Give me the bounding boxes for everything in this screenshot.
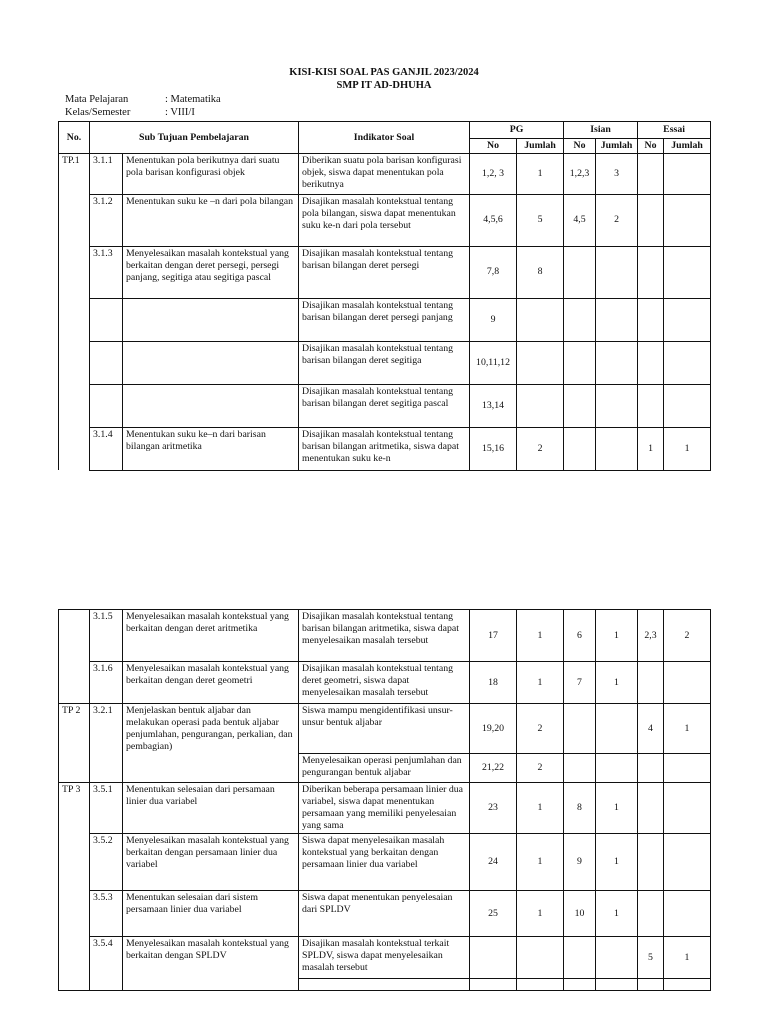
header-pg-jumlah: Jumlah [517, 139, 564, 154]
tp-cell [59, 246, 90, 298]
tp-cell: TP 2 [59, 704, 90, 754]
table-row [59, 754, 711, 783]
code-cell: 3.1.4 [90, 427, 123, 470]
tp-cell [59, 384, 90, 427]
isian-jumlah-cell [596, 341, 638, 384]
table-row [59, 610, 711, 662]
isian-no-cell [564, 704, 596, 754]
essai-no-cell [638, 384, 664, 427]
isian-jumlah-cell: 3 [596, 153, 638, 194]
isian-no-cell [564, 427, 596, 470]
code-cell: 3.1.1 [90, 153, 123, 194]
sub-tujuan-cell: Menyelesaikan masalah kontekstual yang berkaitan dengan deret persegi, persegi panjang, segitiga atau segitiga pascal [123, 246, 299, 298]
pg-no-cell: 13,14 [470, 384, 517, 427]
isian-no-cell [564, 341, 596, 384]
pg-no-cell: 7,8 [470, 246, 517, 298]
essai-no-cell [638, 834, 664, 891]
essai-jumlah-cell: 1 [664, 937, 711, 979]
essai-jumlah-cell [664, 783, 711, 834]
sub-tujuan-cell: Menyelesaikan masalah kontekstual yang berkaitan dengan deret geometri [123, 662, 299, 704]
indikator-cell: Disajikan masalah kontekstual tentang pola bilangan, siswa dapat menentukan suku ke-n dari pola tersebut [299, 194, 470, 246]
tp-cell [59, 937, 90, 979]
pg-no-cell: 15,16 [470, 427, 517, 470]
code-cell [90, 341, 123, 384]
essai-no-cell: 2,3 [638, 610, 664, 662]
indikator-cell: Diberikan beberapa persamaan linier dua variabel, siswa dapat menentukan persamaan yang memiliki penyelesaian yang sama [299, 783, 470, 834]
indikator-cell: Disajikan masalah kontekstual terkait SPLDV, siswa dapat menyelesaikan masalah tersebut [299, 937, 470, 979]
indikator-cell [299, 979, 470, 991]
indikator-cell: Menyelesaikan operasi penjumlahan dan pengurangan bentuk aljabar [299, 754, 470, 783]
isian-no-cell [564, 754, 596, 783]
essai-no-cell [638, 153, 664, 194]
pg-no-cell: 25 [470, 891, 517, 937]
pg-jumlah-cell: 2 [517, 427, 564, 470]
pg-jumlah-cell: 1 [517, 662, 564, 704]
essai-no-cell [638, 783, 664, 834]
header-pg-no: No [470, 139, 517, 154]
tp-cell: TP.1 [59, 153, 90, 194]
pg-jumlah-cell [517, 384, 564, 427]
pg-jumlah-cell: 1 [517, 153, 564, 194]
pg-jumlah-cell [517, 298, 564, 341]
table-row [59, 194, 711, 246]
header-isian-no: No [564, 139, 596, 154]
sub-tujuan-cell: Menyelesaikan masalah kontekstual yang berkaitan dengan SPLDV [123, 937, 299, 979]
essai-no-cell [638, 891, 664, 937]
isian-no-cell: 8 [564, 783, 596, 834]
pg-jumlah-cell [517, 937, 564, 979]
essai-jumlah-cell: 1 [664, 704, 711, 754]
tp-cell [59, 891, 90, 937]
pg-jumlah-cell: 5 [517, 194, 564, 246]
table-row [59, 834, 711, 891]
tp-cell [59, 298, 90, 341]
sub-tujuan-cell: Menyelesaikan masalah kontekstual yang berkaitan dengan persamaan linier dua variabel [123, 834, 299, 891]
header-sub-tujuan: Sub Tujuan Pembelajaran [90, 122, 299, 154]
code-cell: 3.5.2 [90, 834, 123, 891]
subject-line [65, 94, 221, 105]
header-no: No. [59, 122, 90, 154]
isian-jumlah-cell [596, 427, 638, 470]
header-essai-no: No [638, 139, 664, 154]
tp-cell [59, 979, 90, 991]
isian-no-cell [564, 937, 596, 979]
pg-jumlah-cell: 8 [517, 246, 564, 298]
pg-jumlah-cell [517, 341, 564, 384]
isian-no-cell: 1,2,3 [564, 153, 596, 194]
isian-jumlah-cell [596, 937, 638, 979]
code-cell: 3.1.2 [90, 194, 123, 246]
indikator-cell: Disajikan masalah kontekstual tentang barisan bilangan deret persegi panjang [299, 298, 470, 341]
sub-tujuan-cell: Menentukan selesaian dari sistem persamaan linier dua variabel [123, 891, 299, 937]
pg-no-cell: 19,20 [470, 704, 517, 754]
table-row [59, 783, 711, 834]
essai-no-cell [638, 662, 664, 704]
isian-jumlah-cell [596, 384, 638, 427]
essai-jumlah-cell: 1 [664, 427, 711, 470]
essai-no-cell: 5 [638, 937, 664, 979]
essai-no-cell [638, 979, 664, 991]
sub-tujuan-cell [123, 341, 299, 384]
isian-no-cell: 7 [564, 662, 596, 704]
pg-jumlah-cell: 1 [517, 610, 564, 662]
essai-no-cell [638, 246, 664, 298]
pg-no-cell: 17 [470, 610, 517, 662]
document-title: KISI-KISI SOAL PAS GANJIL 2023/2024 [289, 67, 479, 78]
essai-no-cell [638, 298, 664, 341]
tp-cell [59, 194, 90, 246]
pg-no-cell: 4,5,6 [470, 194, 517, 246]
pg-no-cell: 21,22 [470, 754, 517, 783]
tp-cell [59, 341, 90, 384]
isian-no-cell: 9 [564, 834, 596, 891]
subject-value: : Matematika [165, 94, 221, 105]
isian-jumlah-cell: 1 [596, 662, 638, 704]
tp-cell [59, 754, 90, 783]
isian-jumlah-cell: 1 [596, 783, 638, 834]
essai-jumlah-cell [664, 384, 711, 427]
code-cell [90, 979, 123, 991]
isian-no-cell [564, 246, 596, 298]
code-cell: 3.2.1 [90, 704, 123, 754]
code-cell: 3.5.4 [90, 937, 123, 979]
essai-jumlah-cell [664, 298, 711, 341]
isian-jumlah-cell [596, 704, 638, 754]
pg-jumlah-cell: 1 [517, 783, 564, 834]
pg-no-cell: 1,2, 3 [470, 153, 517, 194]
isian-no-cell: 10 [564, 891, 596, 937]
pg-no-cell [470, 937, 517, 979]
isian-jumlah-cell: 1 [596, 891, 638, 937]
header-essai: Essai [638, 122, 711, 139]
code-cell [90, 754, 123, 783]
code-cell: 3.1.5 [90, 610, 123, 662]
table-row [59, 153, 711, 194]
table-row [59, 662, 711, 704]
table-row [59, 704, 711, 754]
table-row [59, 937, 711, 979]
essai-no-cell [638, 341, 664, 384]
sub-tujuan-cell: Menentukan suku ke–n dari barisan bilangan aritmetika [123, 427, 299, 470]
isian-jumlah-cell [596, 298, 638, 341]
header-pg: PG [470, 122, 564, 139]
tp-cell [59, 834, 90, 891]
header-indikator: Indikator Soal [299, 122, 470, 154]
pg-no-cell: 23 [470, 783, 517, 834]
isian-no-cell: 6 [564, 610, 596, 662]
class-line [65, 107, 195, 118]
table-row [59, 979, 711, 991]
code-cell: 3.1.6 [90, 662, 123, 704]
isian-jumlah-cell [596, 754, 638, 783]
isian-jumlah-cell [596, 979, 638, 991]
sub-tujuan-cell [123, 298, 299, 341]
essai-jumlah-cell: 2 [664, 610, 711, 662]
table-row [59, 246, 711, 298]
pg-jumlah-cell [517, 979, 564, 991]
code-cell: 3.5.3 [90, 891, 123, 937]
pg-no-cell: 9 [470, 298, 517, 341]
table-row [59, 298, 711, 341]
isian-jumlah-cell: 1 [596, 610, 638, 662]
isian-jumlah-cell: 1 [596, 834, 638, 891]
isian-no-cell: 4,5 [564, 194, 596, 246]
essai-jumlah-cell [664, 662, 711, 704]
sub-tujuan-cell [123, 754, 299, 783]
kisi-table-part-2 [58, 609, 711, 991]
pg-no-cell: 18 [470, 662, 517, 704]
code-cell: 3.1.3 [90, 246, 123, 298]
sub-tujuan-cell: Menentukan selesaian dari persamaan linier dua variabel [123, 783, 299, 834]
essai-jumlah-cell [664, 153, 711, 194]
sub-tujuan-cell: Menyelesaikan masalah kontekstual yang berkaitan dengan deret aritmetika [123, 610, 299, 662]
header-isian: Isian [564, 122, 638, 139]
subject-label: Mata Pelajaran [65, 94, 129, 105]
isian-jumlah-cell: 2 [596, 194, 638, 246]
indikator-cell: Disajikan masalah kontekstual tentang barisan bilangan deret persegi [299, 246, 470, 298]
tp-cell [59, 662, 90, 704]
header-essai-jumlah: Jumlah [664, 139, 711, 154]
table-row [59, 427, 711, 470]
essai-jumlah-cell [664, 194, 711, 246]
sub-tujuan-cell: Menjelaskan bentuk aljabar dan melakukan operasi pada bentuk aljabar penjumlahan, pengurangan, perkalian, dan pembagian) [123, 704, 299, 754]
essai-no-cell: 4 [638, 704, 664, 754]
indikator-cell: Siswa mampu mengidentifikasi unsur-unsur bentuk aljabar [299, 704, 470, 754]
indikator-cell: Disajikan masalah kontekstual tentang barisan bilangan deret segitiga pascal [299, 384, 470, 427]
tp-cell [59, 610, 90, 662]
essai-jumlah-cell [664, 834, 711, 891]
header-isian-jumlah: Jumlah [596, 139, 638, 154]
pg-jumlah-cell: 1 [517, 891, 564, 937]
indikator-cell: Disajikan masalah kontekstual tentang barisan bilangan deret segitiga [299, 341, 470, 384]
sub-tujuan-cell: Menentukan suku ke –n dari pola bilangan [123, 194, 299, 246]
essai-jumlah-cell [664, 979, 711, 991]
essai-jumlah-cell [664, 246, 711, 298]
sub-tujuan-cell [123, 384, 299, 427]
isian-no-cell [564, 979, 596, 991]
sub-tujuan-cell: Menentukan pola berikutnya dari suatu pola barisan konfigurasi objek [123, 153, 299, 194]
indikator-cell: Disajikan masalah kontekstual tentang barisan bilangan aritmetika, siswa dapat menentukan suku ke-n [299, 427, 470, 470]
isian-no-cell [564, 298, 596, 341]
table-row [59, 341, 711, 384]
isian-no-cell [564, 384, 596, 427]
essai-no-cell [638, 194, 664, 246]
tp-cell [59, 427, 90, 470]
pg-jumlah-cell: 1 [517, 834, 564, 891]
isian-jumlah-cell [596, 246, 638, 298]
indikator-cell: Disajikan masalah kontekstual tentang barisan bilangan aritmetika, siswa dapat menyelesaikan masalah tersebut [299, 610, 470, 662]
code-cell: 3.5.1 [90, 783, 123, 834]
indikator-cell: Siswa dapat menentukan penyelesaian dari SPLDV [299, 891, 470, 937]
pg-no-cell: 10,11,12 [470, 341, 517, 384]
school-name: SMP IT AD-DHUHA [336, 80, 432, 91]
essai-no-cell [638, 754, 664, 783]
kisi-table-part-1 [58, 121, 711, 471]
essai-jumlah-cell [664, 754, 711, 783]
class-label: Kelas/Semester [65, 107, 131, 118]
essai-jumlah-cell [664, 341, 711, 384]
table-row [59, 384, 711, 427]
table-row [59, 891, 711, 937]
pg-jumlah-cell: 2 [517, 754, 564, 783]
code-cell [90, 298, 123, 341]
indikator-cell: Siswa dapat menyelesaikan masalah kontekstual yang berkaitan dengan persamaan linier dua variabel [299, 834, 470, 891]
tp-cell: TP 3 [59, 783, 90, 834]
sub-tujuan-cell [123, 979, 299, 991]
pg-jumlah-cell: 2 [517, 704, 564, 754]
indikator-cell: Disajikan masalah kontekstual tentang deret geometri, siswa dapat menyelesaikan masalah tersebut [299, 662, 470, 704]
class-value: : VIII/I [165, 107, 195, 118]
indikator-cell: Diberikan suatu pola barisan konfigurasi objek, siswa dapat menentukan pola berikutnya [299, 153, 470, 194]
pg-no-cell: 24 [470, 834, 517, 891]
essai-no-cell: 1 [638, 427, 664, 470]
code-cell [90, 384, 123, 427]
pg-no-cell [470, 979, 517, 991]
essai-jumlah-cell [664, 891, 711, 937]
